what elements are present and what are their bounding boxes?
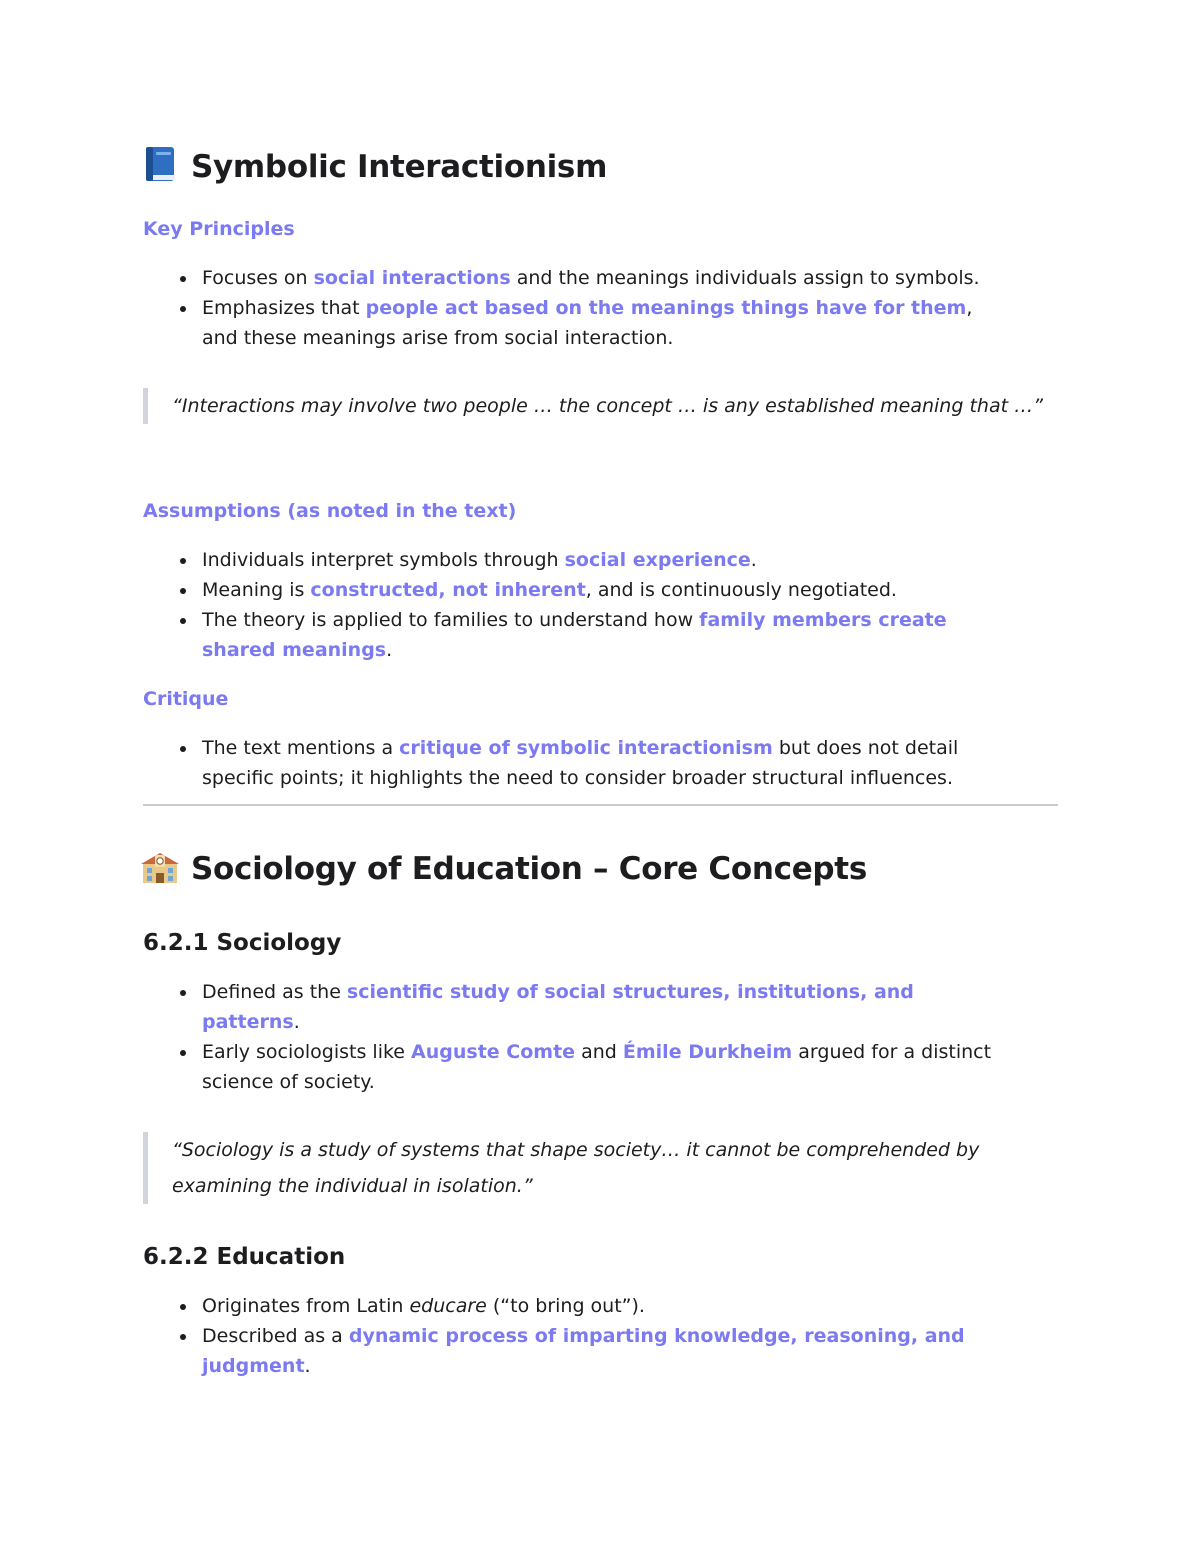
latin-term: educare bbox=[409, 1295, 487, 1317]
highlight-text: constructed, not inherent bbox=[310, 579, 586, 601]
list-item: The text mentions a critique of symbolic interactionism but does not detail specific points; it highlights the need to consider broader structural influences. bbox=[143, 733, 1022, 793]
list-item: Focuses on social interactions and the meanings individuals assign to symbols. bbox=[143, 263, 1042, 293]
list-item: The theory is applied to families to understand how family members create shared meanings. bbox=[143, 605, 992, 665]
highlight-text: family members create shared meanings bbox=[202, 609, 947, 661]
sociology-list bbox=[143, 977, 1042, 1097]
list-item: Individuals interpret symbols through social experience. bbox=[143, 545, 1042, 575]
list-item: Described as a dynamic process of imparting knowledge, reasoning, and judgment. bbox=[143, 1321, 992, 1381]
heading-6-2-2-education: 6.2.2 Education bbox=[143, 1244, 346, 1270]
horizontal-divider bbox=[143, 804, 1058, 806]
highlight-text: social interactions bbox=[313, 267, 511, 289]
key-principles-list bbox=[143, 263, 1042, 353]
list-item: Defined as the scientific study of social structures, institutions, and patterns. bbox=[143, 977, 982, 1037]
blockquote-interactions: “Interactions may involve two people … the concept … is any established meaning that …” bbox=[143, 388, 1052, 424]
critique-list bbox=[143, 733, 1022, 793]
assumptions-list bbox=[143, 545, 1042, 665]
highlight-text: scientific study of social structures, institutions, and patterns bbox=[202, 981, 914, 1033]
list-item: Early sociologists like Auguste Comte and Émile Durkheim argued for a distinct science of society. bbox=[143, 1037, 1042, 1097]
heading-6-2-1-sociology: 6.2.1 Sociology bbox=[143, 930, 342, 956]
section-title-sociology-of-education bbox=[141, 849, 867, 895]
section-title-symbolic-interactionism bbox=[143, 145, 607, 193]
list-item: Emphasizes that people act based on the meanings things have for them, and these meanings arise from social interaction. bbox=[143, 293, 1002, 353]
list-item: Meaning is constructed, not inherent, and is continuously negotiated. bbox=[143, 575, 1042, 605]
school-building-icon bbox=[141, 849, 179, 895]
highlight-text: people act based on the meanings things have for them bbox=[365, 297, 967, 319]
list-item: Originates from Latin educare (“to bring out”). bbox=[143, 1291, 1042, 1321]
highlight-text: critique of symbolic interactionism bbox=[399, 737, 773, 759]
section-title-text: Symbolic Interactionism bbox=[191, 149, 608, 185]
education-list bbox=[143, 1291, 1042, 1381]
highlight-text: Auguste Comte bbox=[411, 1041, 576, 1063]
blue-book-icon bbox=[143, 145, 179, 193]
heading-assumptions: Assumptions (as noted in the text) bbox=[143, 500, 517, 522]
highlight-text: social experience bbox=[564, 549, 751, 571]
highlight-text: Émile Durkheim bbox=[622, 1041, 793, 1063]
heading-key-principles: Key Principles bbox=[143, 218, 295, 240]
section-title-text: Sociology of Education – Core Concepts bbox=[191, 851, 867, 887]
heading-critique: Critique bbox=[143, 688, 229, 710]
highlight-text: dynamic process of imparting knowledge, reasoning, and judgment bbox=[202, 1325, 965, 1377]
blockquote-sociology: “Sociology is a study of systems that shape society… it cannot be comprehended by examining the individual in isolation.” bbox=[143, 1132, 1052, 1204]
